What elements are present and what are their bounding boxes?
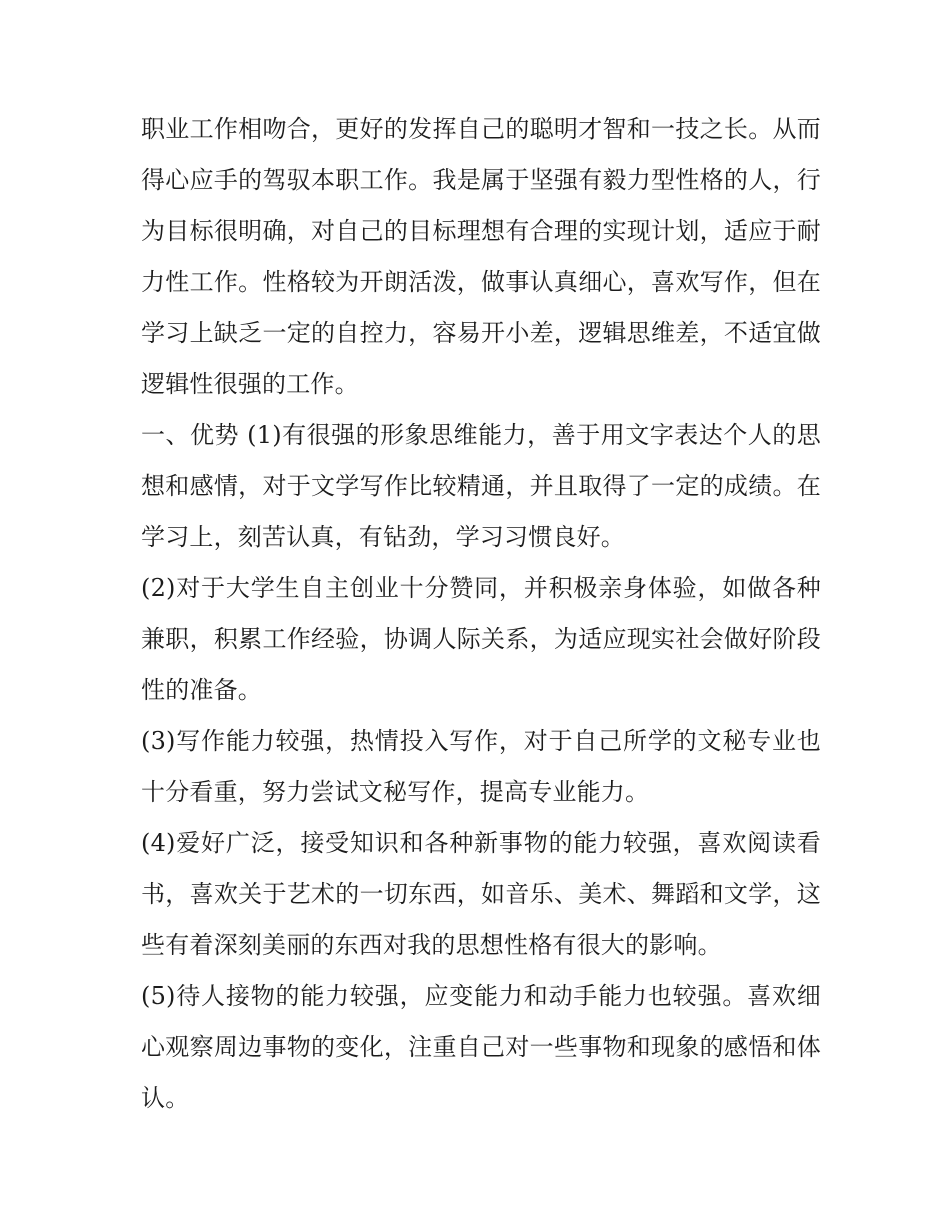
paragraph-strength-4: (4)爱好广泛，接受知识和各种新事物的能力较强，喜欢阅读看书，喜欢关于艺术的一切东西，如音乐、美术、舞蹈和文学，这些有着深刻美丽的东西对我的思想性格有很大的影响。 <box>141 829 821 959</box>
document-body <box>141 104 821 1124</box>
paragraph-strength-3: (3)写作能力较强，热情投入写作，对于自己所学的文秘专业也十分看重，努力尝试文秘写作，提高专业能力。 <box>141 727 821 806</box>
paragraph-strength-2: (2)对于大学生自主创业十分赞同，并积极亲身体验，如做各种兼职，积累工作经验，协调人际关系，为适应现实社会做好阶段性的准备。 <box>141 574 821 704</box>
paragraph-strength-1: 一、优势 (1)有很强的形象思维能力，善于用文字表达个人的思想和感情，对于文学写作比较精通，并且取得了一定的成绩。在学习上，刻苦认真，有钻劲，学习习惯良好。 <box>141 421 821 551</box>
paragraph-personality: 职业工作相吻合，更好的发挥自己的聪明才智和一技之长。从而得心应手的驾驭本职工作。我是属于坚强有毅力型性格的人，行为目标很明确，对自己的目标理想有合理的实现计划，适应于耐力性工作。性格较为开朗活泼，做事认真细心，喜欢写作，但在学习上缺乏一定的自控力，容易开小差，逻辑思维差，不适宜做逻辑性很强的工作。 <box>141 115 821 398</box>
paragraph-strength-5: (5)待人接物的能力较强，应变能力和动手能力也较强。喜欢细心观察周边事物的变化，注重自己对一些事物和现象的感悟和体认。 <box>141 982 821 1112</box>
